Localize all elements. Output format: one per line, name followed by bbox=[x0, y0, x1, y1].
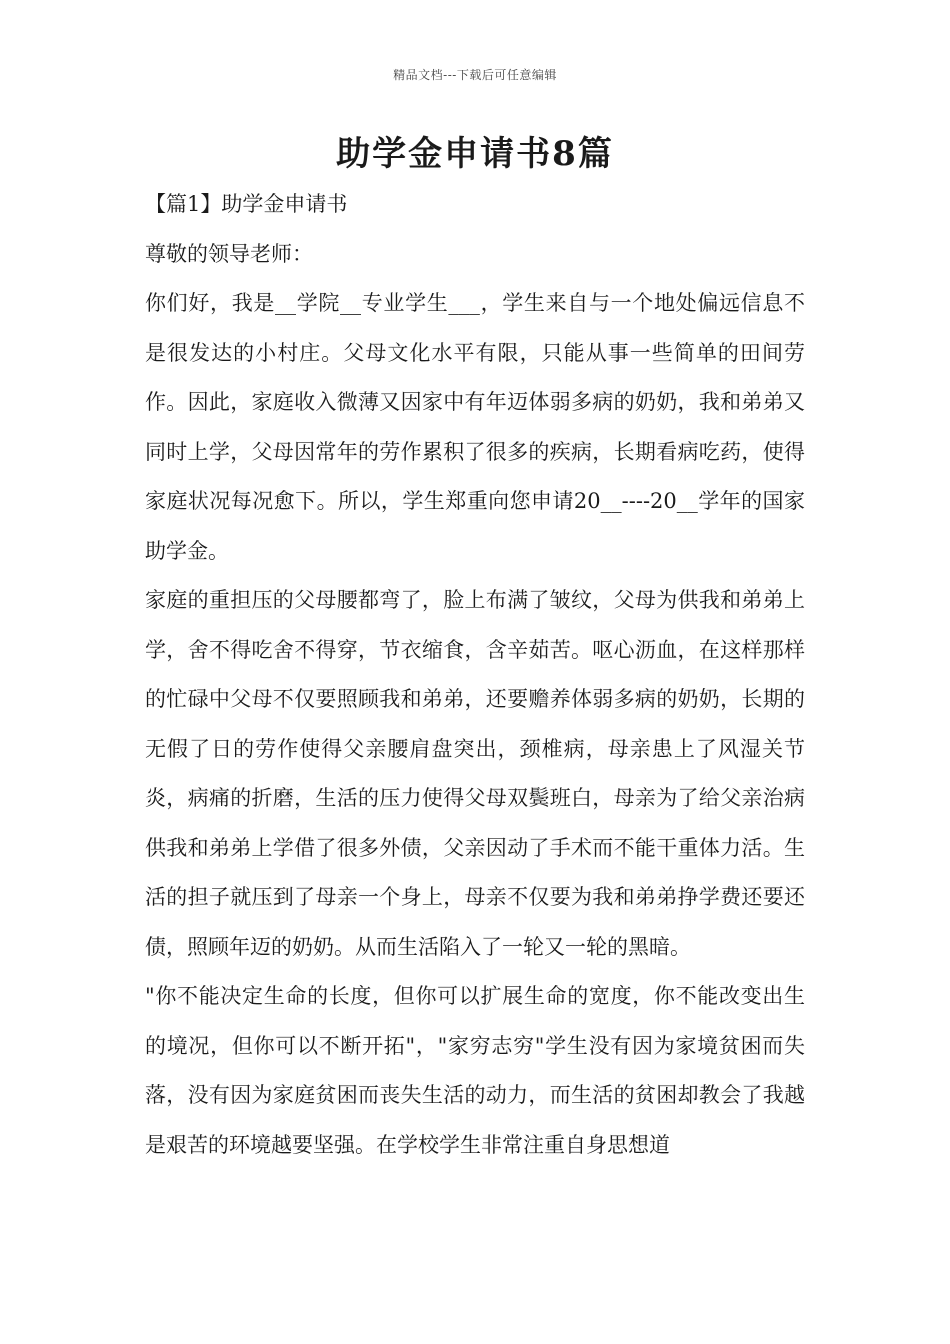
document-body bbox=[145, 180, 805, 1170]
paragraph-1: 你们好，我是__学院__专业学生___，学生来自与一个地处偏远信息不是很发达的小村庄。父母文化水平有限，只能从事一些简单的田间劳作。因此，家庭收入微薄又因家中有年迈体弱多病的奶奶，我和弟弟又同时上学，父母因常年的劳作累积了很多的疾病，长期看病吃药，使得家庭状况每况愈下。所以，学生郑重向您申请20__----20__学年的国家助学金。 bbox=[145, 291, 805, 563]
paragraph-2: 家庭的重担压的父母腰都弯了，脸上布满了皱纹，父母为供我和弟弟上学，舍不得吃舍不得穿，节衣缩食，含辛茹苦。呕心沥血，在这样那样的忙碌中父母不仅要照顾我和弟弟，还要赡养体弱多病的奶奶，长期的无假了日的劳作使得父亲腰肩盘突出，颈椎病，母亲患上了风湿关节炎，病痛的折磨，生活的压力使得父母双鬓班白，母亲为了给父亲治病供我和弟弟上学借了很多外债，父亲因动了手术而不能干重体力活。生活的担子就压到了母亲一个身上，母亲不仅要为我和弟弟挣学费还要还债，照顾年迈的奶奶。从而生活陷入了一轮又一轮的黑暗。 bbox=[145, 588, 805, 959]
section-heading: 【篇1】助学金申请书 bbox=[145, 192, 348, 216]
salutation: 尊敬的领导老师： bbox=[145, 241, 313, 266]
header-note: 精品文档---下载后可任意编辑 bbox=[393, 68, 557, 82]
document-title: 助学金申请书8篇 bbox=[336, 134, 614, 174]
paragraph-3: "你不能决定生命的长度，但你可以扩展生命的宽度，你不能改变出生的境况，但你可以不断开拓"，"家穷志穷"学生没有因为家境贫困而失落，没有因为家庭贫困而丧失生活的动力，而生活的贫困却教会了我越是艰苦的环境越要坚强。在学校学生非常注重自身思想道 bbox=[145, 984, 805, 1157]
